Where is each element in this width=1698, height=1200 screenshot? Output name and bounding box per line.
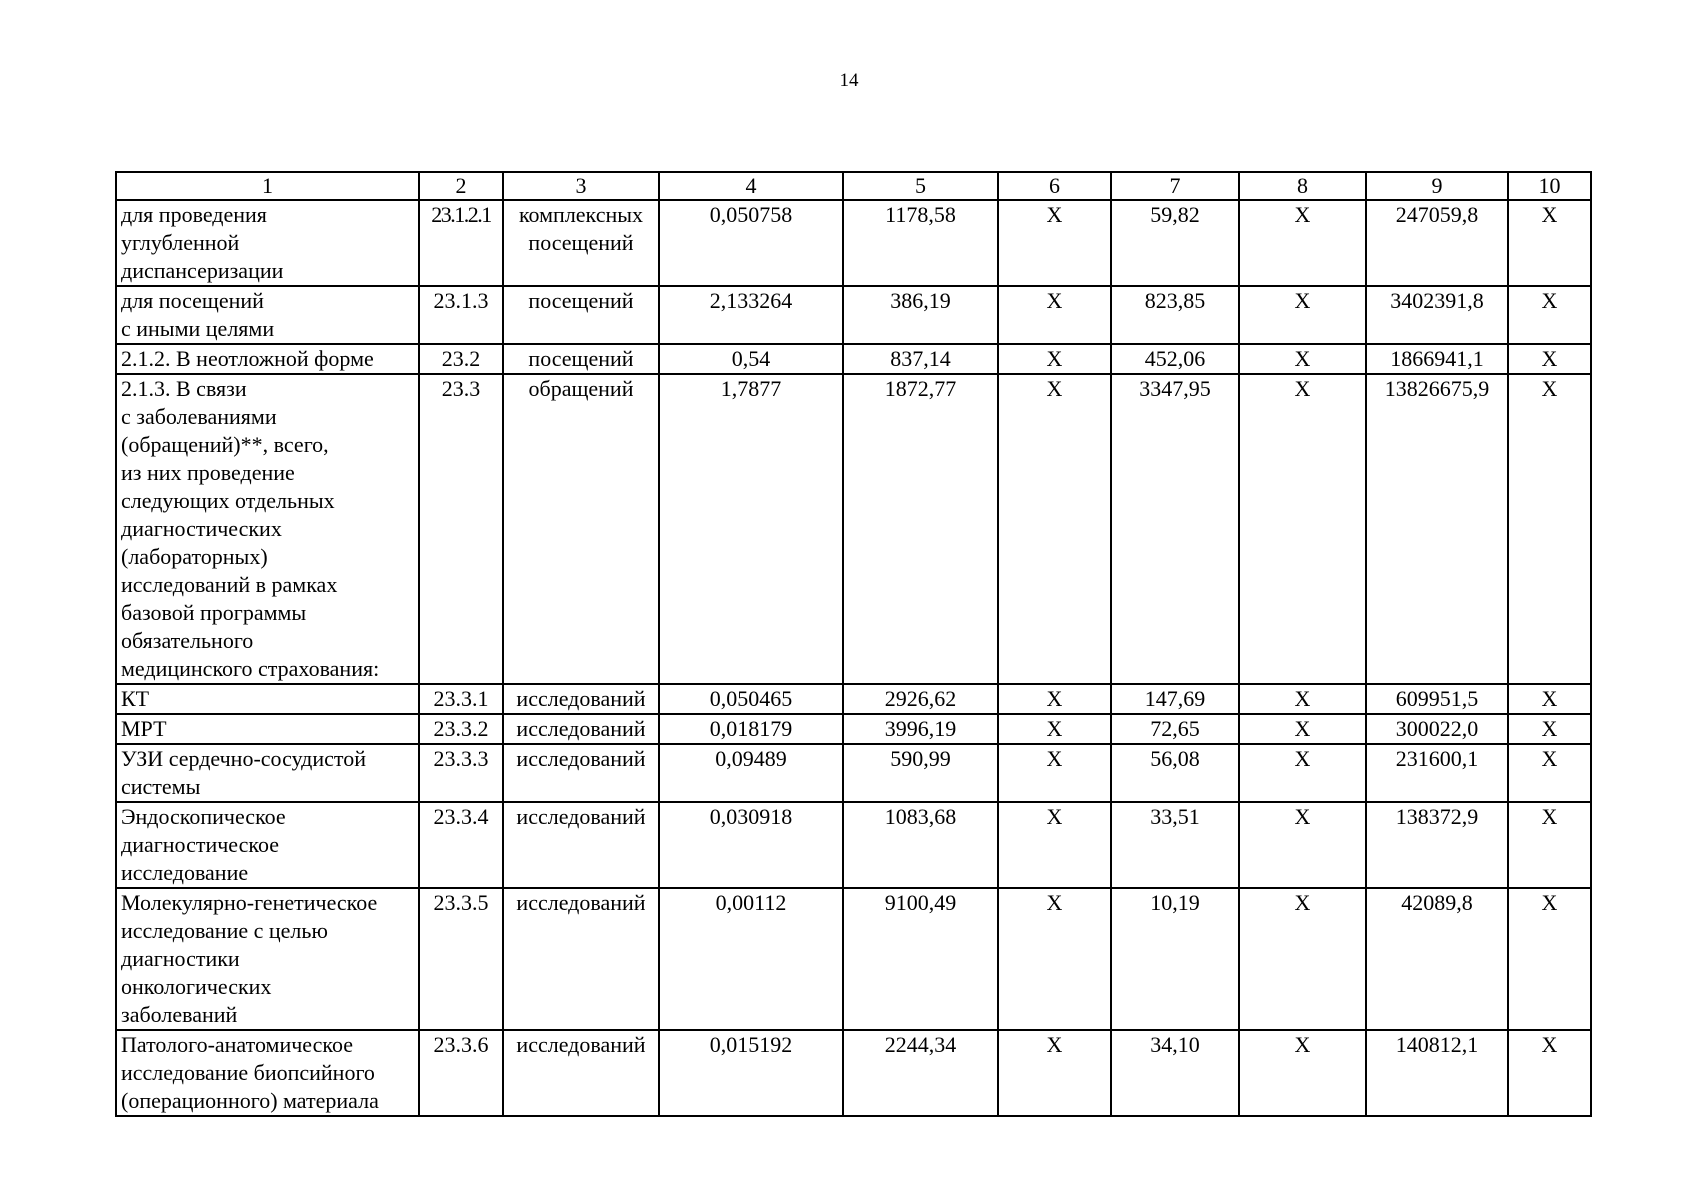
row-value-col5: 3996,19 <box>843 714 998 744</box>
row-unit: исследований <box>503 802 659 888</box>
row-value-col4: 0,54 <box>659 344 843 374</box>
row-value-col5: 1178,58 <box>843 200 998 286</box>
row-value-col5: 386,19 <box>843 286 998 344</box>
row-value-col4: 0,030918 <box>659 802 843 888</box>
row-value-col8: Х <box>1239 802 1366 888</box>
row-value-col9: 140812,1 <box>1366 1030 1508 1116</box>
page-number: 14 <box>839 70 859 91</box>
row-value-col7: 10,19 <box>1111 888 1239 1030</box>
row-value-col10: Х <box>1508 286 1591 344</box>
row-value-col6: Х <box>998 200 1111 286</box>
row-value-col9: 3402391,8 <box>1366 286 1508 344</box>
row-value-col9: 138372,9 <box>1366 802 1508 888</box>
row-value-col10: Х <box>1508 1030 1591 1116</box>
row-value-col5: 9100,49 <box>843 888 998 1030</box>
row-name: Молекулярно-генетическое исследование с целью диагностики онкологических заболеваний <box>116 888 419 1030</box>
row-unit: комплексных посещений <box>503 200 659 286</box>
column-header: 1 <box>116 172 419 200</box>
row-code: 23.3.2 <box>419 714 503 744</box>
table-row <box>116 344 1591 374</box>
row-unit: исследований <box>503 1030 659 1116</box>
row-value-col7: 452,06 <box>1111 344 1239 374</box>
row-value-col4: 0,09489 <box>659 744 843 802</box>
row-code: 23.1.2.1 <box>419 200 503 286</box>
row-value-col4: 1,7877 <box>659 374 843 684</box>
row-unit: исследований <box>503 684 659 714</box>
row-code: 23.3 <box>419 374 503 684</box>
row-value-col10: Х <box>1508 684 1591 714</box>
row-value-col9: 42089,8 <box>1366 888 1508 1030</box>
table-row <box>116 1030 1591 1116</box>
row-code: 23.3.1 <box>419 684 503 714</box>
row-value-col8: Х <box>1239 744 1366 802</box>
row-value-col10: Х <box>1508 344 1591 374</box>
row-value-col5: 1872,77 <box>843 374 998 684</box>
row-unit: посещений <box>503 286 659 344</box>
column-header: 6 <box>998 172 1111 200</box>
table-row <box>116 744 1591 802</box>
row-value-col4: 2,133264 <box>659 286 843 344</box>
row-value-col10: Х <box>1508 374 1591 684</box>
table-row <box>116 286 1591 344</box>
row-value-col7: 823,85 <box>1111 286 1239 344</box>
row-value-col8: Х <box>1239 200 1366 286</box>
row-value-col8: Х <box>1239 374 1366 684</box>
row-value-col9: 13826675,9 <box>1366 374 1508 684</box>
row-value-col5: 590,99 <box>843 744 998 802</box>
row-code: 23.1.3 <box>419 286 503 344</box>
row-value-col5: 2926,62 <box>843 684 998 714</box>
row-unit: исследований <box>503 744 659 802</box>
row-value-col10: Х <box>1508 714 1591 744</box>
row-code: 23.2 <box>419 344 503 374</box>
table-row <box>116 374 1591 684</box>
row-value-col9: 609951,5 <box>1366 684 1508 714</box>
row-value-col6: Х <box>998 802 1111 888</box>
row-name: 2.1.2. В неотложной форме <box>116 344 419 374</box>
row-value-col8: Х <box>1239 714 1366 744</box>
table-row <box>116 684 1591 714</box>
row-value-col8: Х <box>1239 888 1366 1030</box>
row-value-col8: Х <box>1239 344 1366 374</box>
row-value-col7: 147,69 <box>1111 684 1239 714</box>
row-value-col10: Х <box>1508 744 1591 802</box>
column-header: 4 <box>659 172 843 200</box>
row-value-col9: 247059,8 <box>1366 200 1508 286</box>
row-value-col6: Х <box>998 374 1111 684</box>
row-value-col5: 1083,68 <box>843 802 998 888</box>
row-value-col7: 34,10 <box>1111 1030 1239 1116</box>
row-value-col6: Х <box>998 684 1111 714</box>
row-name: Эндоскопическое диагностическое исследование <box>116 802 419 888</box>
row-name: Патолого-анатомическое исследование биопсийного (операционного) материала <box>116 1030 419 1116</box>
row-value-col7: 59,82 <box>1111 200 1239 286</box>
row-value-col10: Х <box>1508 888 1591 1030</box>
row-value-col6: Х <box>998 744 1111 802</box>
row-value-col7: 56,08 <box>1111 744 1239 802</box>
row-name: для проведения углубленной диспансеризации <box>116 200 419 286</box>
row-value-col9: 300022,0 <box>1366 714 1508 744</box>
row-value-col10: Х <box>1508 200 1591 286</box>
row-value-col4: 0,050465 <box>659 684 843 714</box>
row-value-col10: Х <box>1508 802 1591 888</box>
row-value-col6: Х <box>998 714 1111 744</box>
row-code: 23.3.6 <box>419 1030 503 1116</box>
data-table <box>115 171 1592 1117</box>
column-header: 9 <box>1366 172 1508 200</box>
row-value-col8: Х <box>1239 286 1366 344</box>
table-row <box>116 714 1591 744</box>
row-value-col8: Х <box>1239 684 1366 714</box>
column-header: 5 <box>843 172 998 200</box>
column-header: 10 <box>1508 172 1591 200</box>
row-value-col4: 0,015192 <box>659 1030 843 1116</box>
column-header: 7 <box>1111 172 1239 200</box>
row-value-col6: Х <box>998 286 1111 344</box>
row-unit: исследований <box>503 888 659 1030</box>
row-code: 23.3.3 <box>419 744 503 802</box>
row-value-col9: 1866941,1 <box>1366 344 1508 374</box>
row-value-col6: Х <box>998 344 1111 374</box>
column-header: 3 <box>503 172 659 200</box>
row-value-col8: Х <box>1239 1030 1366 1116</box>
table-row <box>116 200 1591 286</box>
row-value-col6: Х <box>998 1030 1111 1116</box>
row-unit: посещений <box>503 344 659 374</box>
column-number-row <box>116 172 1591 200</box>
row-value-col7: 72,65 <box>1111 714 1239 744</box>
row-value-col9: 231600,1 <box>1366 744 1508 802</box>
row-unit: исследований <box>503 714 659 744</box>
row-code: 23.3.4 <box>419 802 503 888</box>
row-value-col4: 0,00112 <box>659 888 843 1030</box>
row-name: 2.1.3. В связи с заболеваниями (обращений)**, всего, из них проведение следующих отдельных диагностических (лабораторных) исследований в рамках базовой программы обязательного медицинского страхования: <box>116 374 419 684</box>
row-unit: обращений <box>503 374 659 684</box>
table-row <box>116 802 1591 888</box>
row-value-col7: 3347,95 <box>1111 374 1239 684</box>
row-value-col5: 2244,34 <box>843 1030 998 1116</box>
row-name: МРТ <box>116 714 419 744</box>
table-row <box>116 888 1591 1030</box>
row-name: КТ <box>116 684 419 714</box>
row-value-col6: Х <box>998 888 1111 1030</box>
column-header: 8 <box>1239 172 1366 200</box>
row-value-col7: 33,51 <box>1111 802 1239 888</box>
row-value-col4: 0,050758 <box>659 200 843 286</box>
row-code: 23.3.5 <box>419 888 503 1030</box>
row-value-col5: 837,14 <box>843 344 998 374</box>
row-value-col4: 0,018179 <box>659 714 843 744</box>
row-name: УЗИ сердечно-сосудистой системы <box>116 744 419 802</box>
column-header: 2 <box>419 172 503 200</box>
row-name: для посещений с иными целями <box>116 286 419 344</box>
